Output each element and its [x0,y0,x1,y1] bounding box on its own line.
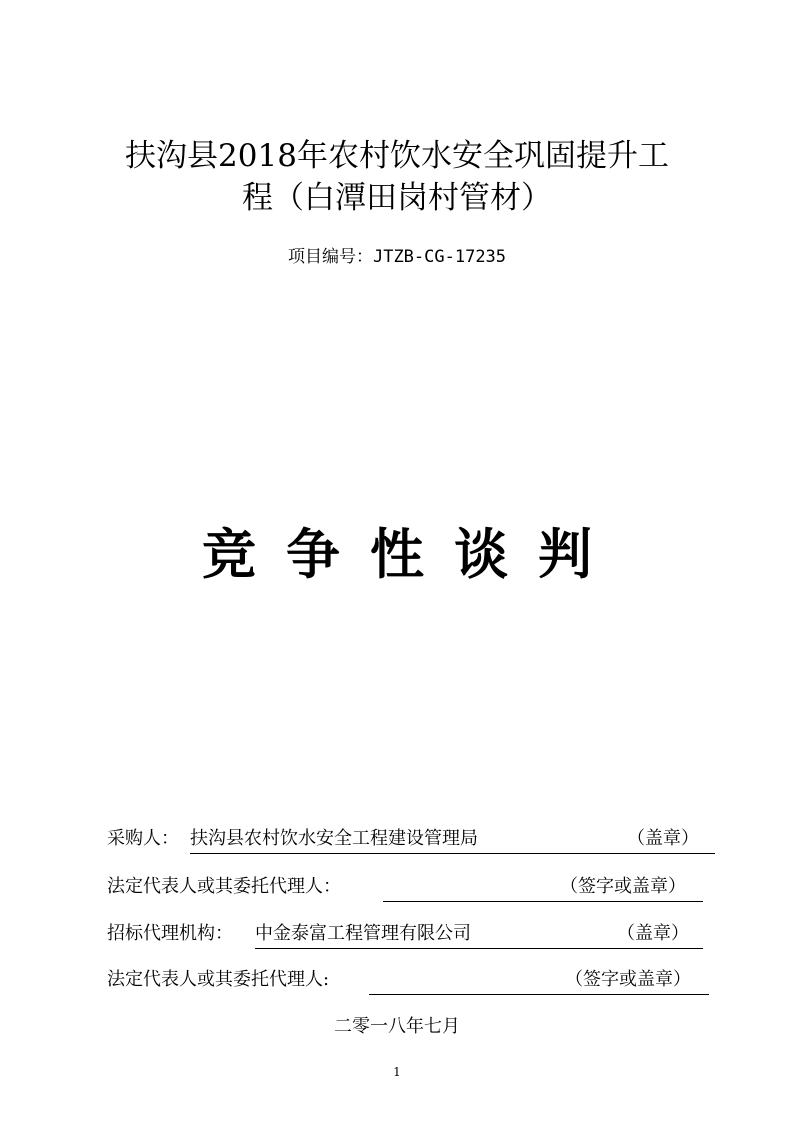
legal-representative-label-2: 法定代表人或其委托代理人: [107,969,330,990]
legal-representative-label-1: 法定代表人或其委托代理人： [107,876,341,897]
document-type-heading: 竞争性谈判 [202,523,622,586]
document-date: 二零一八年七月 [334,1016,460,1037]
page-number: 1 [393,1065,401,1079]
purchaser-label: 采购人： [107,828,179,849]
legal-representative-sign-note-1: （签字或盖章） [560,876,686,897]
project-number: 项目编号：JTZB-CG-17235 [287,247,507,267]
legal-representative-row-2 [107,967,719,997]
purchaser-seal-note: （盖章） [627,828,699,849]
legal-representative-row-1 [107,874,719,904]
legal-representative-sign-note-2: （签字或盖章） [565,969,691,990]
document-title-line-1: 扶沟县2018年农村饮水安全巩固提升工 [125,138,669,174]
agency-seal-note: （盖章） [617,923,689,944]
document-title-line-2: 程（白潭田岗村管材） [242,180,552,216]
agency-label: 招标代理机构： [107,923,233,944]
purchaser-value: 扶沟县农村饮水安全工程建设管理局 [190,828,478,849]
agency-row [107,921,719,951]
purchaser-row [107,826,719,856]
agency-value: 中金泰富工程管理有限公司 [255,923,471,944]
